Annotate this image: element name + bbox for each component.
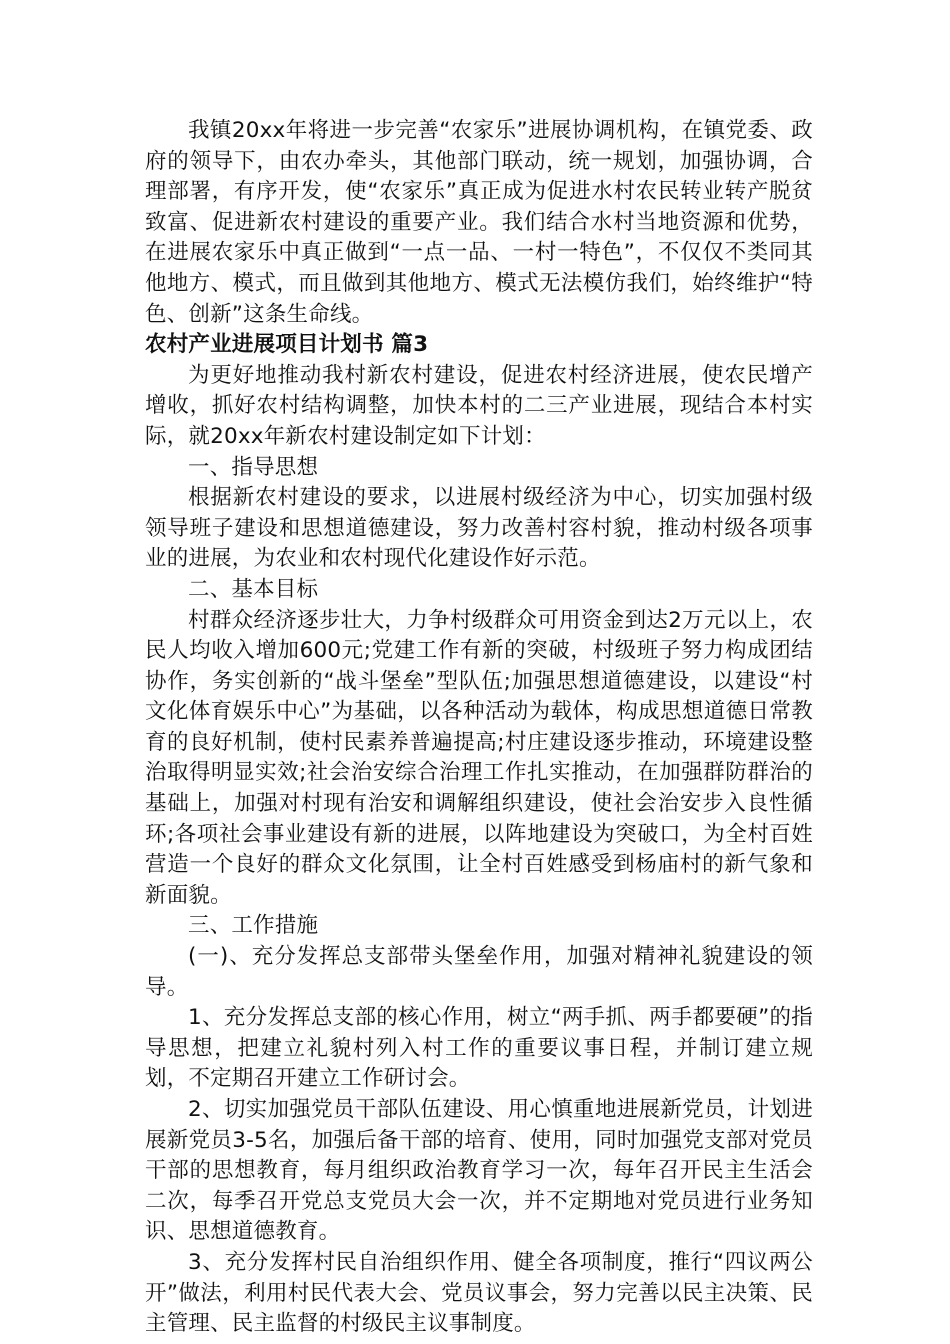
- measures-heading: 三、工作措施: [188, 913, 319, 939]
- intro-paragraph: 我镇20xx年将进一步完善“农家乐”进展协调机构，在镇党委、政府的领导下，由农办牵头，其他部门联动，统一规划，加强协调，合理部署，有序开发，使“农家乐”真正成为促进水村农民转业转产脱贫致富、促进新农村建设的重要产业。我们结合水村当地资源和优势，在进展农家乐中真正做到“一点一品、一村一特色”，不仅仅不类同其他地方、模式，而且做到其他地方、模式无法模仿我们，始终维护“特色、创新”这条生命线。: [145, 118, 813, 327]
- section-heading: 农村产业进展项目计划书 篇3: [145, 332, 429, 358]
- guiding-thought-paragraph: 根据新农村建设的要求，以进展村级经济为中心，切实加强村级领导班子建设和思想道德建设，努力改善村容村貌，推动村级各项事业的进展，为农业和农村现代化建设作好示范。: [145, 485, 813, 572]
- measure-item-1: 1、充分发挥总支部的核心作用，树立“两手抓、两手都要硬”的指导思想，把建立礼貌村列入村工作的重要议事日程，并制订建立规划，不定期召开建立工作研讨会。: [145, 1005, 813, 1092]
- plan-intro-paragraph: 为更好地推动我村新农村建设，促进农村经济进展，使农民增产增收，抓好农村结构调整，加快本村的二三产业进展，现结合本村实际，就20xx年新农村建设制定如下计划：: [145, 362, 813, 449]
- measures-subheading: (一)、充分发挥总支部带头堡垒作用，加强对精神礼貌建设的领导。: [145, 944, 813, 1000]
- measure-item-2: 2、切实加强党员干部队伍建设、用心慎重地进展新党员，计划进展新党员3-5名，加强后备干部的培育、使用，同时加强党支部对党员干部的思想教育，每月组织政治教育学习一次，每年召开民主生活会二次，每季召开党总支党员大会一次，并不定期地对党员进行业务知识、思想道德教育。: [145, 1097, 813, 1245]
- measure-item-3: 3、充分发挥村民自治组织作用、健全各项制度，推行“四议两公开”做法，利用村民代表大会、党员议事会，努力完善以民主决策、民主管理、民主监督的村级民主议事制度。: [145, 1249, 813, 1337]
- basic-goals-paragraph: 村群众经济逐步壮大，力争村级群众可用资金到达2万元以上，农民人均收入增加600元;党建工作有新的突破，村级班子努力构成团结协作，务实创新的“战斗堡垒”型队伍;加强思想道德建设，以建设“村文化体育娱乐中心”为基础，以各种活动为载体，构成思想道德日常教育的良好机制，使村民素养普遍提高;村庄建设逐步推动，环境建设整治取得明显实效;社会治安综合治理工作扎实推动，在加强群防群治的基础上，加强对村现有治安和调解组织建设，使社会治安步入良性循环;各项社会事业建设有新的进展，以阵地建设为突破口，为全村百姓营造一个良好的群众文化氛围，让全村百姓感受到杨庙村的新气象和新面貌。: [145, 607, 813, 908]
- basic-goals-heading: 二、基本目标: [188, 576, 319, 602]
- guiding-thought-heading: 一、指导思想: [188, 454, 319, 480]
- document-body: [145, 116, 813, 1340]
